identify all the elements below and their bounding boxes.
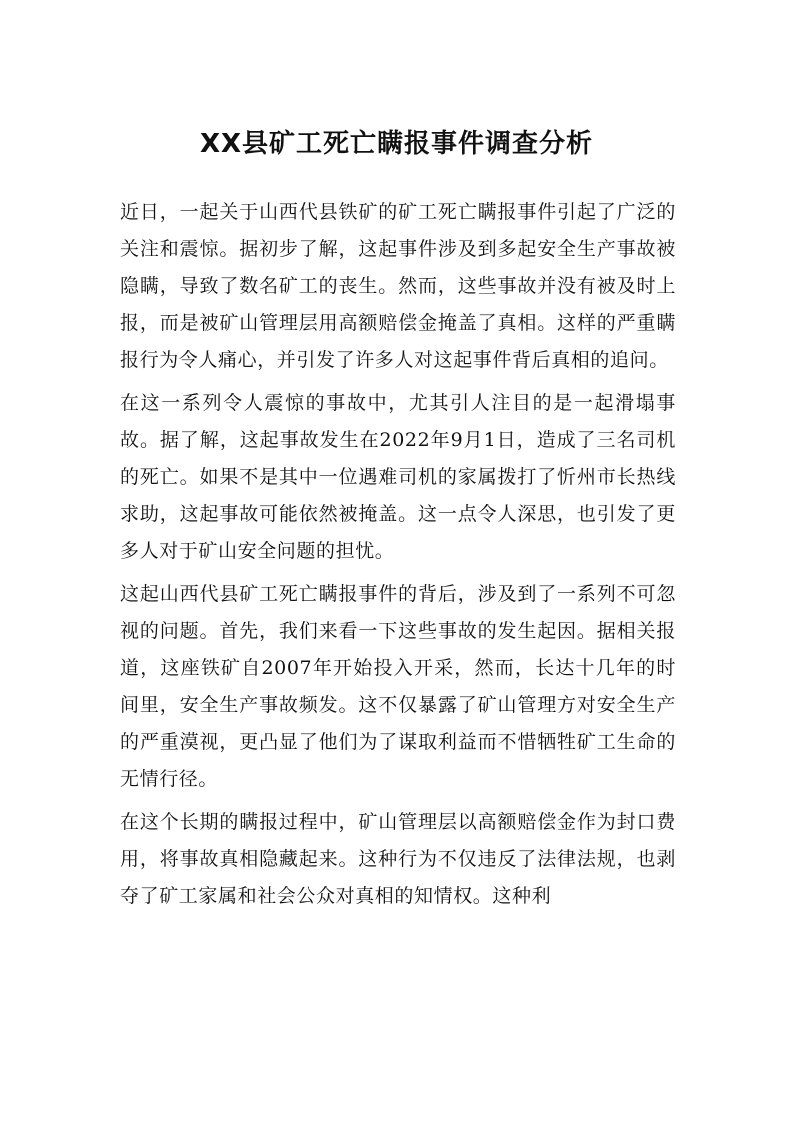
paragraph-4: 在这个长期的瞒报过程中，矿山管理层以高额赔偿金作为封口费用，将事故真相隐藏起来。这种行为不仅违反了法律法规，也剥夺了矿工家属和社会公众对真相的知情权。这种利 xyxy=(120,811,676,907)
document-title: XX县矿工死亡瞒报事件调查分析 xyxy=(199,129,594,159)
paragraph-1: 近日，一起关于山西代县铁矿的矿工死亡瞒报事件引起了广泛的关注和震惊。据初步了解，这起事件涉及到多起安全生产事故被隐瞒，导致了数名矿工的丧生。然而，这些事故并没有被及时上报，而是被矿山管理层用高额赔偿金掩盖了真相。这样的严重瞒报行为令人痛心，并引发了许多人对这起事件背后真相的追问。 xyxy=(120,201,676,371)
document-body xyxy=(120,194,676,921)
paragraph-2: 在这一系列令人震惊的事故中，尤其引人注目的是一起滑塌事故。据了解，这起事故发生在2022年9月1日，造成了三名司机的死亡。如果不是其中一位遇难司机的家属拨打了忻州市长热线求助，这起事故可能依然被掩盖。这一点令人深思，也引发了更多人对于矿山安全问题的担忧。 xyxy=(120,392,676,562)
paragraph-3: 这起山西代县矿工死亡瞒报事件的背后，涉及到了一系列不可忽视的问题。首先，我们来看一下这些事故的发生起因。据相关报道，这座铁矿自2007年开始投入开采，然而，长达十几年的时间里，安全生产事故频发。这不仅暴露了矿山管理方对安全生产的严重漠视，更凸显了他们为了谋取利益而不惜牺牲矿工生命的无情行径。 xyxy=(120,583,676,790)
